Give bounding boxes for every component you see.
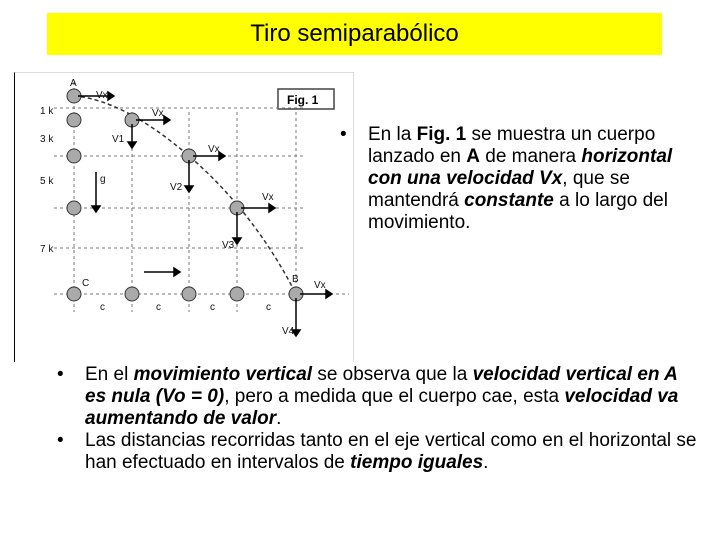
v-label-4: V4 — [282, 326, 295, 337]
text-run-bold-italic: velocidad vertical en A es nula (Vo = 0) — [85, 364, 678, 407]
title-bar — [47, 13, 662, 55]
col-label-3: c — [210, 302, 215, 313]
ball-icon — [125, 287, 139, 301]
point-label-c: C — [82, 278, 90, 289]
col-label-2: c — [156, 302, 161, 313]
text-run: se muestra un cuerpo lanzado en — [368, 124, 656, 167]
gravity-label: g — [100, 174, 106, 185]
ball-trajectory — [125, 113, 303, 301]
ball-icon — [182, 287, 196, 301]
text-run-bold-italic: horizontal con una velocidad Vx — [368, 146, 673, 189]
text-run: En el — [85, 364, 134, 385]
figure-1 — [14, 72, 354, 362]
text-run-bold-italic: tiempo iguales — [350, 452, 484, 473]
vx-arrows — [78, 92, 332, 298]
trajectory-diagram — [14, 72, 354, 362]
vx-label-5: Vx — [314, 280, 326, 291]
text-run: Las distancias recorridas tanto en el eje vertical como en el horizontal se han efectuado en intervalos de — [85, 430, 697, 473]
fig-label: Fig. 1 — [287, 93, 319, 107]
text-run: . — [483, 452, 489, 473]
text-run: . — [276, 408, 282, 429]
v-label-1: V1 — [112, 134, 125, 145]
row-label-5k: 5 k — [40, 176, 54, 187]
ball-icon — [67, 113, 81, 127]
vx-label-4: Vx — [262, 192, 274, 203]
text-run: de manera — [479, 146, 582, 167]
text-run-bold-italic: velocidad va aumentando de valor — [85, 386, 679, 429]
right-paragraph — [340, 124, 680, 234]
point-label-a: A — [70, 78, 77, 89]
bottom-list — [57, 364, 697, 474]
row-label-7k: 7 k — [40, 244, 54, 255]
v-label-2: V2 — [170, 182, 183, 193]
page-title: Tiro semiparabólico — [250, 20, 459, 47]
text-run: En la — [368, 124, 417, 145]
row-label-1k: 1 k — [40, 106, 54, 117]
bullet: • — [57, 430, 64, 451]
vx-label-3: Vx — [208, 144, 220, 155]
bullet: • — [340, 124, 347, 145]
text-run: , pero a medida que el cuerpo cae, esta — [224, 386, 565, 407]
ball-icon — [67, 287, 81, 301]
vx-label-2: Vx — [152, 108, 164, 119]
vx-label-1: Vx — [96, 90, 108, 101]
text-run-bold-italic: movimiento vertical — [133, 364, 313, 385]
ball-icon — [230, 287, 244, 301]
right-paragraph-text — [368, 124, 680, 234]
text-run: , que se mantendrá — [368, 168, 630, 211]
text-run-bold: A — [466, 146, 480, 167]
row-label-3k: 3 k — [40, 134, 54, 145]
ball-row-bottom — [125, 287, 244, 301]
text-run: se observa que la — [312, 364, 473, 385]
col-label-4: c — [266, 302, 271, 313]
ball-icon — [67, 149, 81, 163]
point-label-b: B — [292, 274, 299, 285]
ball-icon — [67, 201, 81, 215]
text-run: a lo largo del movimiento. — [368, 190, 668, 233]
bullet: • — [57, 364, 64, 385]
v-label-3: V3 — [222, 240, 235, 251]
grid-horizontal — [54, 108, 349, 294]
list-item — [57, 430, 697, 474]
text-run-bold-italic: constante — [464, 190, 554, 211]
list-item — [57, 364, 697, 430]
col-label-1: c — [100, 302, 105, 313]
text-run-bold: Fig. 1 — [416, 124, 467, 145]
